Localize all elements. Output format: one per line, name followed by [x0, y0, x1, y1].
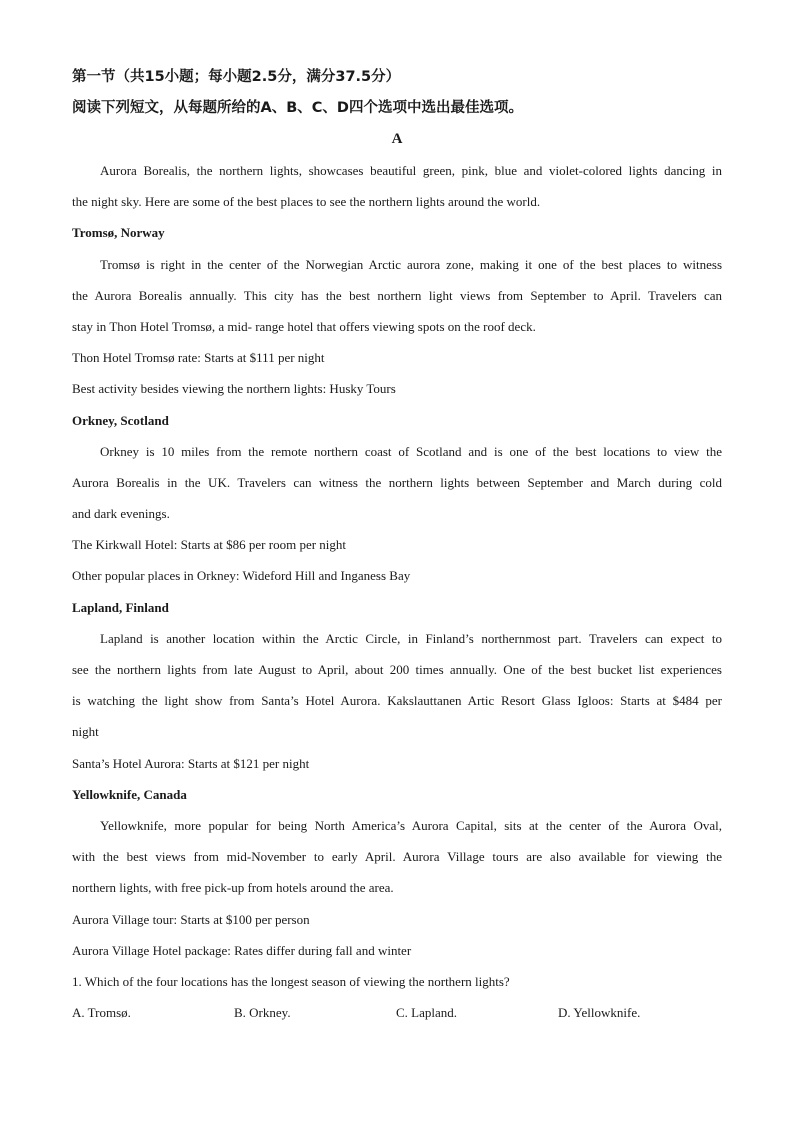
body-line: Lapland is another location within the Arctic Circle, in Finland’s northernmost part. Travelers can expect to	[100, 630, 722, 646]
instruction-text: 阅读下列短文，从每题所给的A、B、C、D四个选项中选出最佳选项。	[72, 100, 523, 116]
document-page	[72, 62, 722, 1028]
fact-line: The Kirkwall Hotel: Starts at $86 per room per night	[72, 537, 347, 553]
section-title: Orkney, Scotland	[72, 412, 169, 428]
body-line: stay in Thon Hotel Tromsø, a mid- range hotel that offers viewing spots on the roof deck.	[72, 318, 536, 334]
body-line: the Aurora Borealis annually. This city has the best northern light views from September to April. Travelers can	[72, 287, 722, 303]
body-line: Aurora Borealis in the UK. Travelers can witness the northern lights between September and March during cold	[72, 474, 722, 490]
body-line: see the northern lights from late August to April, about 200 times annually. One of the best bucket list experiences	[72, 662, 722, 677]
passage-label: A	[391, 131, 403, 147]
body-line: northern lights, with free pick-up from hotels around the area.	[72, 880, 394, 896]
body-line: Yellowknife, more popular for being North America’s Aurora Capital, sits at the center of the Aurora Oval,	[100, 817, 722, 833]
answer-options	[72, 997, 722, 1028]
option-c[interactable]: C. Lapland.	[396, 1005, 458, 1021]
body-line: Tromsø is right in the center of the Norwegian Arctic aurora zone, making it one of the best places to witness	[100, 256, 722, 272]
fact-line: Thon Hotel Tromsø rate: Starts at $111 per night	[72, 350, 325, 366]
section-title: Yellowknife, Canada	[72, 786, 187, 802]
section-heading: 第一节（共15小题；每小题2.5分，满分37.5分）	[72, 69, 401, 85]
fact-line: Aurora Village tour: Starts at $100 per person	[72, 911, 310, 927]
section-title: Lapland, Finland	[72, 599, 169, 615]
fact-line: Other popular places in Orkney: Wideford Hill and Inganess Bay	[72, 568, 411, 584]
intro-line: Aurora Borealis, the northern lights, showcases beautiful green, pink, blue and violet-colored lights dancing in	[100, 163, 722, 178]
fact-line: Santa’s Hotel Aurora: Starts at $121 per night	[72, 755, 310, 771]
body-line: with the best views from mid-November to early April. Aurora Village tours are also available for viewing the	[72, 849, 722, 865]
body-line: is watching the light show from Santa’s Hotel Aurora. Kakslauttanen Artic Resort Glass Igloos: Starts at $484 per	[72, 693, 722, 709]
option-d[interactable]: D. Yellowknife.	[558, 1005, 641, 1021]
body-line: Orkney is 10 miles from the remote northern coast of Scotland and is one of the best locations to view the	[100, 443, 722, 459]
question-text: 1. Which of the four locations has the longest season of viewing the northern lights?	[72, 973, 510, 989]
option-b[interactable]: B. Orkney.	[234, 1005, 291, 1021]
fact-line: Aurora Village Hotel package: Rates differ during fall and winter	[72, 942, 412, 958]
intro-line: the night sky. Here are some of the best places to see the northern lights around the world.	[72, 194, 541, 210]
body-line: night	[72, 724, 99, 740]
fact-line: Best activity besides viewing the northern lights: Husky Tours	[72, 381, 396, 397]
section-title: Tromsø, Norway	[72, 225, 165, 241]
body-line: and dark evenings.	[72, 506, 170, 522]
option-a[interactable]: A. Tromsø.	[72, 1005, 131, 1021]
